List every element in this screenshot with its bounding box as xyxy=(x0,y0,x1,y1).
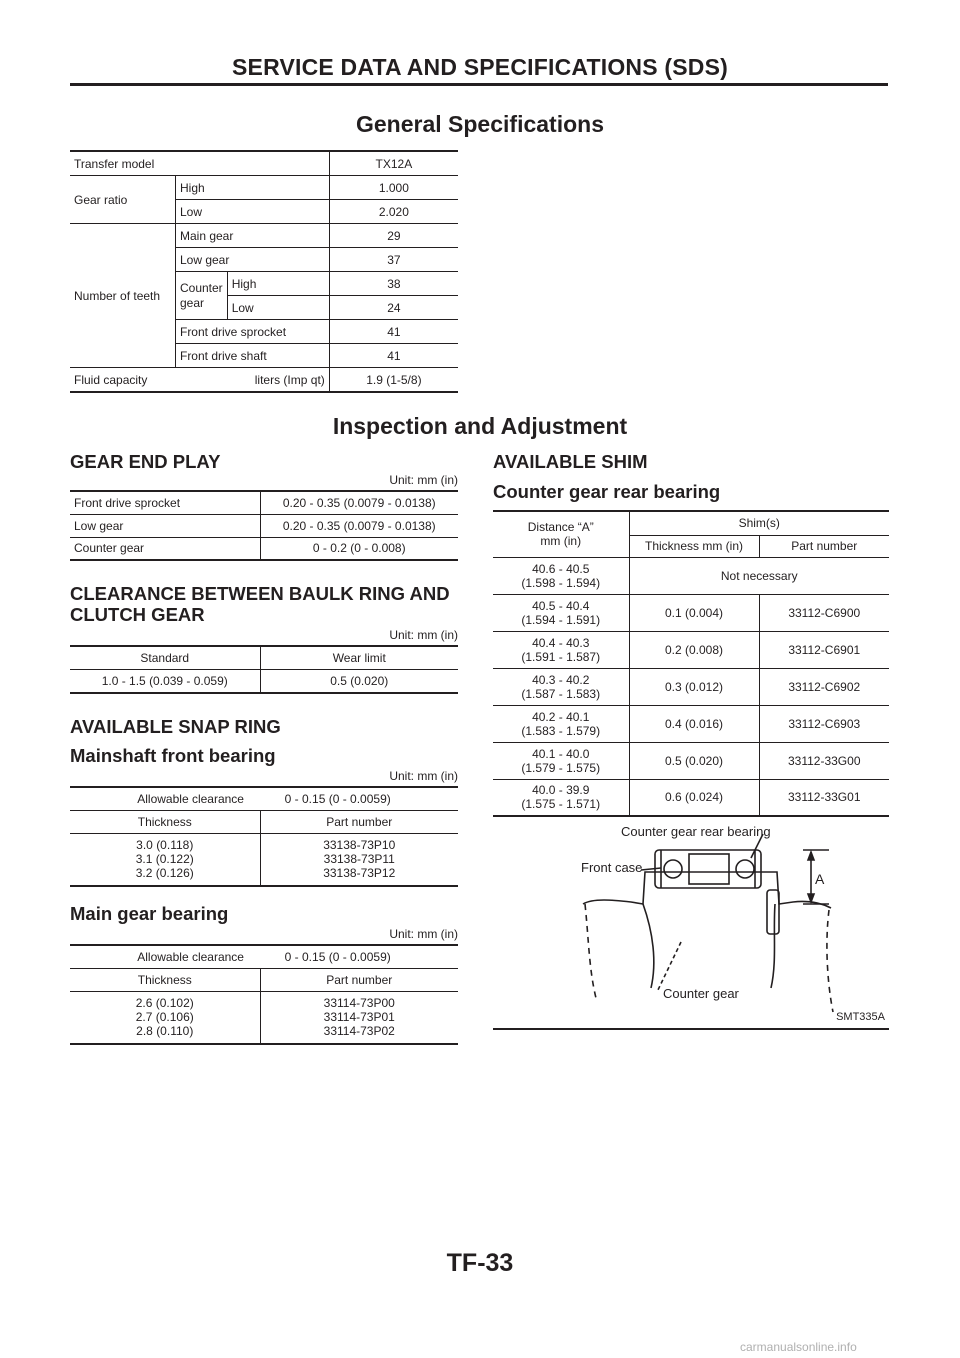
main-gear-bearing-unit: Unit: mm (in) xyxy=(389,927,458,941)
page-number: TF-33 xyxy=(446,1249,514,1277)
table-row xyxy=(70,833,458,886)
low-label: Low xyxy=(175,200,329,224)
mainshaft-title: Mainshaft front bearing xyxy=(70,745,276,766)
distance-mm: 40.5 - 40.4 xyxy=(532,598,590,613)
end-play-value: 0 - 0.2 (0 - 0.008) xyxy=(260,537,458,560)
part-number-value: 33114-73P01 xyxy=(323,1009,395,1024)
low-gear-value: 37 xyxy=(329,248,458,272)
fluid-value: 1.9 (1-5/8) xyxy=(329,368,458,393)
counter-low-label: Low xyxy=(227,296,329,320)
not-necessary-note: Not necessary xyxy=(629,557,889,594)
counter-gear-diagram xyxy=(493,812,889,1030)
distance-value xyxy=(493,668,629,705)
distance-in: (1.591 - 1.587) xyxy=(521,649,601,664)
fluid-capacity-cell xyxy=(70,368,329,393)
distance-in: (1.598 - 1.594) xyxy=(521,575,601,590)
table-row xyxy=(70,646,458,669)
part-number-value: 33114-73P02 xyxy=(323,1023,395,1038)
case-leader xyxy=(641,868,661,870)
figure-bottom-rule xyxy=(493,1028,889,1030)
end-play-label: Counter gear xyxy=(70,537,260,560)
table-row xyxy=(493,668,889,705)
distance-mm: 40.1 - 40.0 xyxy=(532,746,590,761)
main-gear-bearing-table xyxy=(70,944,458,1045)
fluid-label: Fluid capacity xyxy=(74,372,148,387)
allowable-clearance-value: 0 - 0.15 (0 - 0.0059) xyxy=(284,791,391,806)
label-dimension-a: A xyxy=(815,871,825,887)
case-inner-left xyxy=(643,904,654,988)
front-case-outline xyxy=(583,872,831,908)
gear-end-play-title: GEAR END PLAY xyxy=(70,451,221,472)
distance-mm: 40.3 - 40.2 xyxy=(532,672,590,687)
distance-value xyxy=(493,779,629,816)
table-row xyxy=(493,705,889,742)
header-rule xyxy=(70,83,888,86)
distance-in: (1.579 - 1.575) xyxy=(521,760,601,775)
part-number-list xyxy=(260,833,458,886)
figure-code: SMT335A xyxy=(836,1011,885,1023)
table-row xyxy=(70,151,458,176)
distance-header xyxy=(493,511,629,557)
gear-leader xyxy=(657,942,681,992)
table-row xyxy=(493,742,889,779)
main-gear-clearance xyxy=(70,945,458,968)
front-shaft-value: 41 xyxy=(329,344,458,368)
wear-limit-value: 0.5 (0.020) xyxy=(260,669,458,693)
table-row xyxy=(70,491,458,514)
dimension-arrow-top xyxy=(808,852,814,860)
snap-ring-title: AVAILABLE SNAP RING xyxy=(70,716,281,737)
table-row xyxy=(70,176,458,200)
part-number-value: 33138-73P11 xyxy=(323,851,395,866)
table-row xyxy=(493,594,889,631)
main-gear-label: Main gear xyxy=(175,224,329,248)
bearing-housing xyxy=(655,850,761,888)
distance-value xyxy=(493,705,629,742)
part-number-value: 33114-73P00 xyxy=(323,995,395,1010)
case-inner-right xyxy=(771,904,775,988)
thickness-label: Thickness xyxy=(70,968,260,991)
inspection-title: Inspection and Adjustment xyxy=(332,413,628,439)
low-gear-label: Low gear xyxy=(175,248,329,272)
clearance-unit: Unit: mm (in) xyxy=(389,628,458,642)
bearing-ball-right xyxy=(736,860,754,878)
shim-thickness: 0.3 (0.012) xyxy=(629,668,759,705)
gear-end-play-table xyxy=(70,490,458,561)
shim-part-number: 33112-C6902 xyxy=(759,668,889,705)
table-row xyxy=(493,557,889,594)
shim-thickness: 0.6 (0.024) xyxy=(629,779,759,816)
mainshaft-clearance xyxy=(70,787,458,810)
transfer-model-value: TX12A xyxy=(329,151,458,176)
shim-part-number: 33112-C6903 xyxy=(759,705,889,742)
shims-label: Shim(s) xyxy=(629,511,889,535)
distance-in: (1.587 - 1.583) xyxy=(521,686,601,701)
thickness-value: 3.2 (0.126) xyxy=(135,865,194,880)
shim-table xyxy=(493,510,889,817)
label-counter-gear-rear-bearing: Counter gear rear bearing xyxy=(621,824,771,839)
part-number-label: Part number xyxy=(260,968,458,991)
shim-thickness: 0.4 (0.016) xyxy=(629,705,759,742)
distance-mm: 40.2 - 40.1 xyxy=(532,709,590,724)
wear-limit-label: Wear limit xyxy=(260,646,458,669)
bearing-ball-left xyxy=(664,860,682,878)
thickness-value: 2.6 (0.102) xyxy=(135,995,194,1010)
shim-part-number: 33112-C6900 xyxy=(759,594,889,631)
table-row xyxy=(70,669,458,693)
main-gear-value: 29 xyxy=(329,224,458,248)
label-counter-gear: Counter gear xyxy=(663,986,739,1001)
gear-end-play-unit: Unit: mm (in) xyxy=(389,473,458,487)
table-row xyxy=(70,810,458,833)
thickness-list xyxy=(70,991,260,1044)
distance-value xyxy=(493,557,629,594)
shim-part-number: 33112-C6901 xyxy=(759,631,889,668)
front-shaft-label: Front drive shaft xyxy=(175,344,329,368)
table-row xyxy=(493,631,889,668)
part-number-value: 33138-73P12 xyxy=(323,865,396,880)
available-shim-title: AVAILABLE SHIM xyxy=(493,451,648,472)
thickness-value: 3.1 (0.122) xyxy=(135,851,194,866)
distance-mm: 40.0 - 39.9 xyxy=(532,783,590,798)
counter-gear-label: Counter gear xyxy=(175,272,227,320)
shim-thickness: 0.5 (0.020) xyxy=(629,742,759,779)
clearance-title: CLEARANCE BETWEEN BAULK RING AND CLUTCH GEAR xyxy=(70,583,450,625)
distance-mm: 40.6 - 40.5 xyxy=(532,561,590,576)
allowable-clearance-label: Allowable clearance xyxy=(137,791,244,806)
part-number-label: Part number xyxy=(260,810,458,833)
counter-low-value: 24 xyxy=(329,296,458,320)
thickness-list xyxy=(70,833,260,886)
distance-in: (1.594 - 1.591) xyxy=(521,612,601,627)
high-label: High xyxy=(175,176,329,200)
label-front-case: Front case xyxy=(581,860,643,875)
allowable-clearance-label: Allowable clearance xyxy=(137,949,244,964)
distance-in: (1.583 - 1.579) xyxy=(521,723,601,738)
distance-mm: 40.4 - 40.3 xyxy=(532,635,590,650)
distance-label: Distance “A” xyxy=(527,520,594,535)
table-row xyxy=(70,368,458,393)
table-row xyxy=(70,537,458,560)
general-spec-title: General Specifications xyxy=(356,111,604,137)
distance-value xyxy=(493,631,629,668)
fluid-unit: liters (Imp qt) xyxy=(254,372,325,387)
general-spec-table xyxy=(70,150,458,393)
end-play-value: 0.20 - 0.35 (0.0079 - 0.0138) xyxy=(260,514,458,537)
thickness-value: 2.8 (0.110) xyxy=(136,1023,194,1038)
gear-shoulder xyxy=(767,890,779,934)
table-row xyxy=(70,945,458,968)
front-sprocket-label: Front drive sprocket xyxy=(175,320,329,344)
table-row xyxy=(70,991,458,1044)
end-play-value: 0.20 - 0.35 (0.0079 - 0.0138) xyxy=(260,491,458,514)
counter-gear-rear-bearing-title: Counter gear rear bearing xyxy=(493,481,721,502)
distance-value xyxy=(493,594,629,631)
bearing-shaft xyxy=(689,854,729,884)
table-row xyxy=(70,224,458,248)
counter-high-value: 38 xyxy=(329,272,458,296)
watermark: carmanualsonline.info xyxy=(740,1340,857,1354)
shim-part-label: Part number xyxy=(759,535,889,557)
shim-thickness: 0.2 (0.008) xyxy=(629,631,759,668)
mainshaft-table xyxy=(70,786,458,887)
end-play-label: Front drive sprocket xyxy=(70,491,260,514)
table-row xyxy=(70,514,458,537)
allowable-clearance-value: 0 - 0.15 (0 - 0.0059) xyxy=(284,949,391,964)
high-value: 1.000 xyxy=(329,176,458,200)
teeth-label: Number of teeth xyxy=(70,224,175,368)
part-number-list xyxy=(260,991,458,1044)
thickness-value: 3.0 (0.118) xyxy=(136,837,194,852)
main-gear-bearing-title: Main gear bearing xyxy=(70,903,229,924)
case-dash-left xyxy=(585,904,597,1002)
distance-unit: mm (in) xyxy=(540,534,582,549)
table-row xyxy=(493,779,889,816)
table-row xyxy=(70,787,458,810)
transfer-model-label: Transfer model xyxy=(70,151,329,176)
front-sprocket-value: 41 xyxy=(329,320,458,344)
thickness-value: 2.7 (0.106) xyxy=(135,1009,194,1024)
clearance-table xyxy=(70,645,458,694)
shim-thickness: 0.1 (0.004) xyxy=(629,594,759,631)
distance-value xyxy=(493,742,629,779)
table-row xyxy=(493,511,889,535)
page-header-title: SERVICE DATA AND SPECIFICATIONS (SDS) xyxy=(232,54,728,80)
mainshaft-unit: Unit: mm (in) xyxy=(389,769,458,783)
standard-label: Standard xyxy=(70,646,260,669)
standard-value: 1.0 - 1.5 (0.039 - 0.059) xyxy=(70,669,260,693)
part-number-value: 33138-73P10 xyxy=(323,837,396,852)
distance-in: (1.575 - 1.571) xyxy=(521,797,601,812)
shim-thickness-label: Thickness mm (in) xyxy=(629,535,759,557)
dimension-arrow-bottom xyxy=(808,894,814,902)
end-play-label: Low gear xyxy=(70,514,260,537)
shim-part-number: 33112-33G00 xyxy=(759,742,889,779)
shim-part-number: 33112-33G01 xyxy=(759,779,889,816)
table-row xyxy=(70,968,458,991)
low-value: 2.020 xyxy=(329,200,458,224)
counter-high-label: High xyxy=(227,272,329,296)
case-dash-right xyxy=(827,910,833,1012)
gear-ratio-label: Gear ratio xyxy=(70,176,175,224)
thickness-label: Thickness xyxy=(70,810,260,833)
